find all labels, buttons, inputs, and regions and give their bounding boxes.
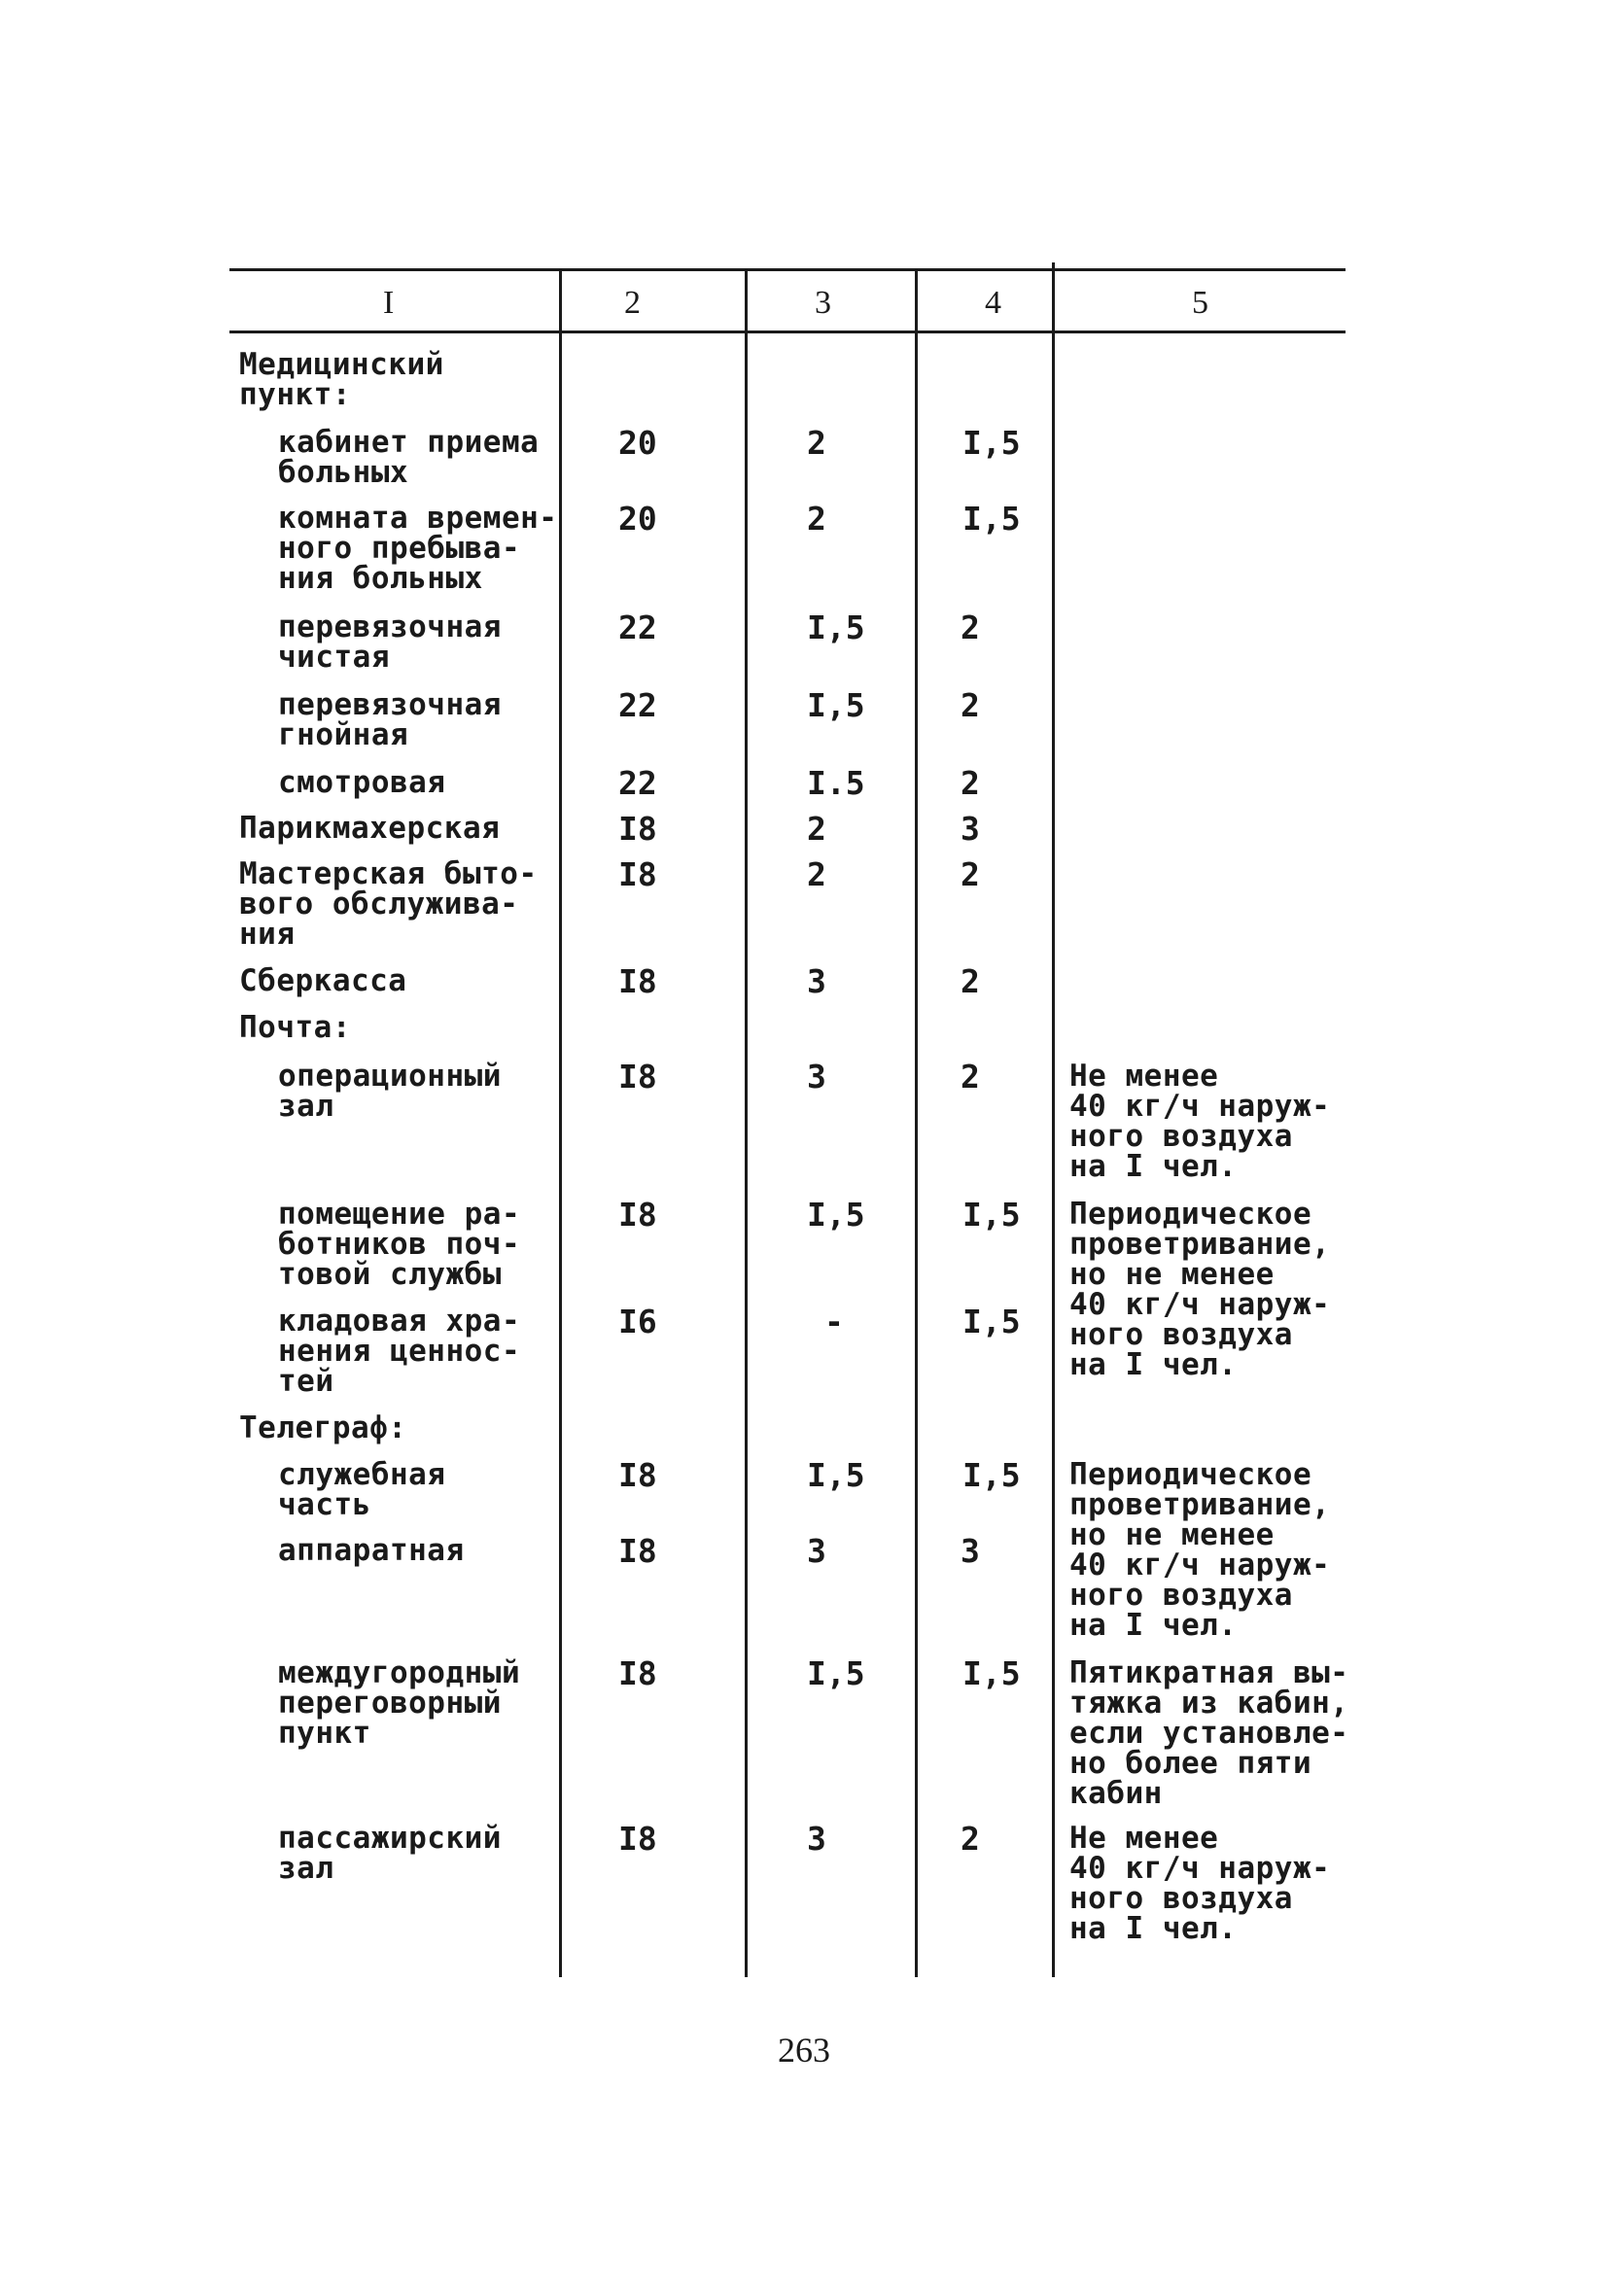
column-header-2: 2 <box>624 285 641 321</box>
cell-col3: - <box>824 1303 844 1340</box>
cell-col4: I,5 <box>962 1654 1021 1692</box>
cell-col3: I,5 <box>807 1456 865 1494</box>
column-header-1: I <box>383 285 395 321</box>
cell-note: Периодическое проветривание, но не менее <box>1069 1197 1331 1292</box>
cell-col3: 2 <box>807 810 826 848</box>
cell-col3: I,5 <box>807 609 865 646</box>
row-name: аппаратная <box>278 1533 465 1568</box>
cell-col4: 2 <box>961 764 980 802</box>
cell-col2: 22 <box>618 609 657 646</box>
cell-col3: I.5 <box>807 764 865 802</box>
cell-col2: 20 <box>618 424 657 462</box>
cell-col4: 2 <box>961 609 980 646</box>
cell-col3: 3 <box>807 1532 826 1570</box>
cell-col3: I,5 <box>807 1654 865 1692</box>
cell-col4: 2 <box>961 686 980 724</box>
row-name: смотровая <box>278 765 446 800</box>
cell-col2: I8 <box>618 1456 657 1494</box>
cell-col2: I8 <box>618 1058 657 1096</box>
cell-col3: 3 <box>807 1820 826 1858</box>
cell-col4: 2 <box>961 855 980 893</box>
cell-col2: I8 <box>618 962 657 1000</box>
header-bottom-rule <box>229 330 1346 333</box>
cell-col4: 3 <box>961 1532 980 1570</box>
cell-note: 40 кг/ч наруж- ного воздуха на I чел. <box>1069 1287 1331 1382</box>
column-header-5: 5 <box>1192 285 1208 321</box>
cell-col4: 2 <box>961 962 980 1000</box>
row-name: перевязочная гнойная <box>278 687 502 752</box>
cell-note: Не менее 40 кг/ч наруж- ного воздуха на I чел. <box>1069 1821 1331 1946</box>
cell-col3: 2 <box>807 424 826 462</box>
cell-col2: 22 <box>618 686 657 724</box>
cell-col4: I,5 <box>962 1303 1021 1340</box>
row-name: пассажирский зал <box>278 1821 502 1886</box>
cell-col4: 2 <box>961 1058 980 1096</box>
cell-note: Периодическое проветривание, <box>1069 1457 1331 1522</box>
cell-col3: I,5 <box>807 1196 865 1234</box>
cell-note: Пятикратная вы- тяжка из кабин, если установле- но более пяти кабин <box>1069 1655 1349 1811</box>
row-name: Парикмахерская <box>239 811 501 846</box>
cell-col3: I,5 <box>807 686 865 724</box>
row-name: комната времен- ного пребыва- ния больных <box>278 501 558 596</box>
cell-col3: 3 <box>807 962 826 1000</box>
row-name: служебная часть <box>278 1457 446 1522</box>
cell-col2: I8 <box>618 1532 657 1570</box>
cell-col3: 2 <box>807 855 826 893</box>
row-name: Почта: <box>239 1010 351 1045</box>
cell-col4: I,5 <box>962 500 1021 538</box>
cell-col2: I8 <box>618 855 657 893</box>
cell-col2: 22 <box>618 764 657 802</box>
row-name: Медицинский пункт: <box>239 347 444 412</box>
column-divider-1 <box>559 268 562 1977</box>
cell-col4: 3 <box>961 810 980 848</box>
cell-col2: I8 <box>618 1654 657 1692</box>
row-name: помещение ра- ботников поч- товой службы <box>278 1197 521 1292</box>
cell-col4: I,5 <box>962 1196 1021 1234</box>
table-top-rule <box>229 268 1346 271</box>
cell-col3: 3 <box>807 1058 826 1096</box>
cell-col4: I,5 <box>962 1456 1021 1494</box>
row-name: Мастерская быто- вого обслужива- ния <box>239 856 538 952</box>
cell-col3: 2 <box>807 500 826 538</box>
cell-col2: 20 <box>618 500 657 538</box>
cell-note: Не менее 40 кг/ч наруж- ного воздуха на I чел. <box>1069 1059 1331 1184</box>
row-name: кабинет приема больных <box>278 425 540 490</box>
cell-col2: I8 <box>618 1820 657 1858</box>
cell-note: но не менее 40 кг/ч наруж- ного воздуха на I чел. <box>1069 1517 1331 1643</box>
row-name: перевязочная чистая <box>278 609 502 675</box>
column-header-4: 4 <box>985 285 1001 321</box>
page-number: 263 <box>778 2031 830 2070</box>
column-divider-2 <box>745 268 748 1977</box>
cell-col2: I8 <box>618 1196 657 1234</box>
cell-col2: I8 <box>618 810 657 848</box>
row-name: операционный зал <box>278 1059 502 1124</box>
column-divider-3 <box>915 268 918 1977</box>
cell-col2: I6 <box>618 1303 657 1340</box>
cell-col4: 2 <box>961 1820 980 1858</box>
cell-col4: I,5 <box>962 424 1021 462</box>
row-name: Сберкасса <box>239 963 407 998</box>
column-divider-4 <box>1052 262 1055 1977</box>
row-name: кладовая хра- нения ценнос- тей <box>278 1304 521 1399</box>
row-name: междугородный переговорный пункт <box>278 1655 521 1751</box>
column-header-3: 3 <box>815 285 831 321</box>
row-name: Телеграф: <box>239 1410 407 1445</box>
